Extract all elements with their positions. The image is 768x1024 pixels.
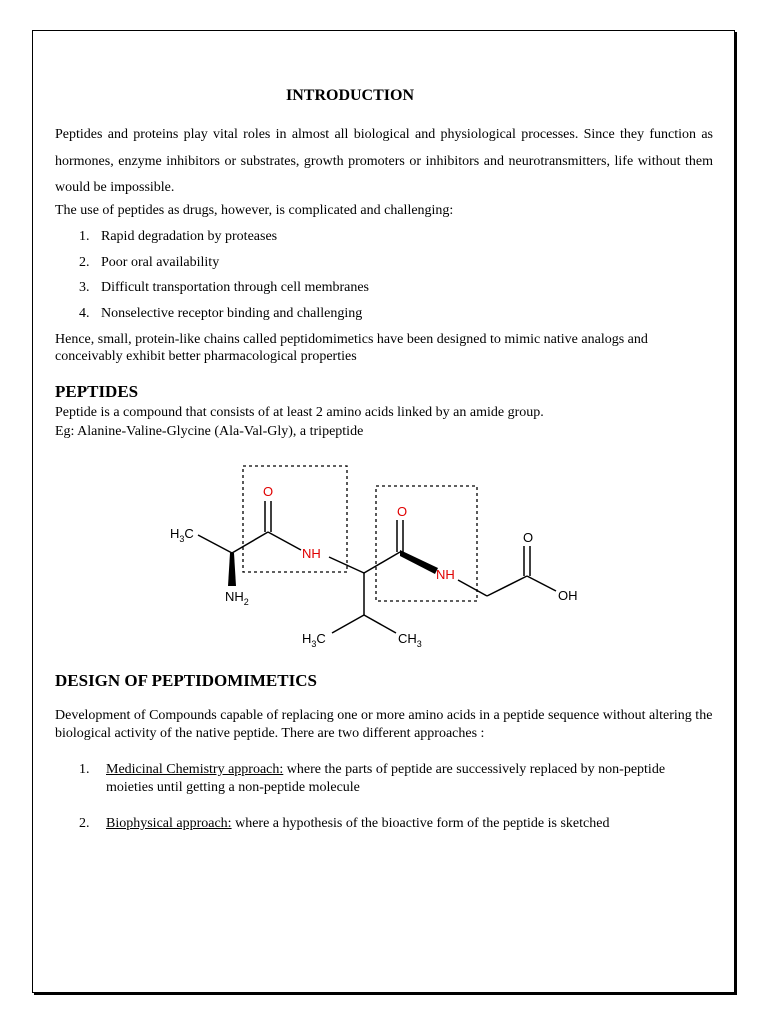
approach-name: Medicinal Chemistry approach: — [106, 762, 284, 777]
hydroxyl-label: OH — [558, 588, 578, 603]
bond — [364, 615, 396, 633]
oxygen-label: O — [522, 530, 534, 545]
amide-nh-label: NH — [302, 546, 321, 561]
oxygen-label: O — [396, 504, 408, 519]
amide-nh-label: NH — [436, 567, 455, 582]
bond — [527, 576, 556, 591]
approach-description: where a hypothesis of the bioactive form of the peptide is sketched — [231, 816, 610, 831]
bond — [329, 557, 364, 573]
methyl-label: $H_3C$ — [302, 631, 326, 649]
list-text: Nonselective receptor binding and challenging — [101, 306, 363, 321]
design-heading: DESIGN OF PEPTIDOMIMETICS — [55, 671, 317, 690]
peptides-heading: PEPTIDES — [55, 382, 139, 401]
list-number: 2. — [79, 255, 90, 270]
page-title: INTRODUCTION — [285, 87, 414, 104]
approach-name: Biophysical approach: — [106, 816, 232, 831]
bond — [232, 532, 268, 553]
bond — [332, 615, 364, 633]
bond — [364, 552, 400, 573]
amine-label: $NH_2$ — [225, 589, 249, 607]
wedge-bond — [228, 553, 236, 586]
bond — [458, 580, 487, 596]
drugs-intro-line: The use of peptides as drugs, however, is complicated and challenging: — [55, 203, 454, 218]
bond — [487, 576, 527, 596]
methyl-label: $CH_3$ — [398, 631, 422, 649]
list-number: 4. — [79, 306, 90, 321]
peptide-example: Eg: Alanine-Valine-Glycine (Ala-Val-Gly), a tripeptide — [55, 424, 364, 439]
wedge-bond — [400, 550, 438, 574]
methyl-label: $H_3C$ — [170, 526, 194, 544]
list-number: 1. — [79, 762, 90, 777]
list-text: Difficult transportation through cell membranes — [101, 280, 370, 295]
peptide-bond-box-1 — [243, 466, 347, 572]
peptide-bond-box-2 — [376, 486, 477, 601]
list-text: Poor oral availability — [101, 255, 220, 270]
oxygen-label: O — [262, 484, 274, 499]
bonds — [198, 501, 556, 633]
peptide-definition: Peptide is a compound that consists of at least 2 amino acids linked by an amide group. — [55, 405, 544, 420]
approach-description: where the parts of peptide are successively replaced by non-peptide moieties until getting a non-peptide molecule — [106, 762, 666, 795]
design-description: Development of Compounds capable of replacing one or more amino acids in a peptide sequence without altering the biological activity of the native peptide. There are two different approaches : — [55, 708, 713, 741]
list-number: 3. — [79, 280, 90, 295]
intro-paragraph: Peptides and proteins play vital roles in almost all biological and physiological processes. Since they function as hormones, enzyme inhibitors or substrates, growth promoters or inhibitors and neurotransmitters, life without them would be impossible. — [55, 127, 713, 195]
list-number: 1. — [79, 229, 90, 244]
bond — [198, 535, 232, 553]
peptidomimetics-paragraph: Hence, small, protein-like chains called peptidomimetics have been designed to mimic native analogs and conceivably exhibit better pharmacological properties — [55, 332, 648, 364]
bond — [268, 532, 301, 550]
list-text: Rapid degradation by proteases — [101, 229, 278, 244]
list-number: 2. — [79, 816, 90, 831]
